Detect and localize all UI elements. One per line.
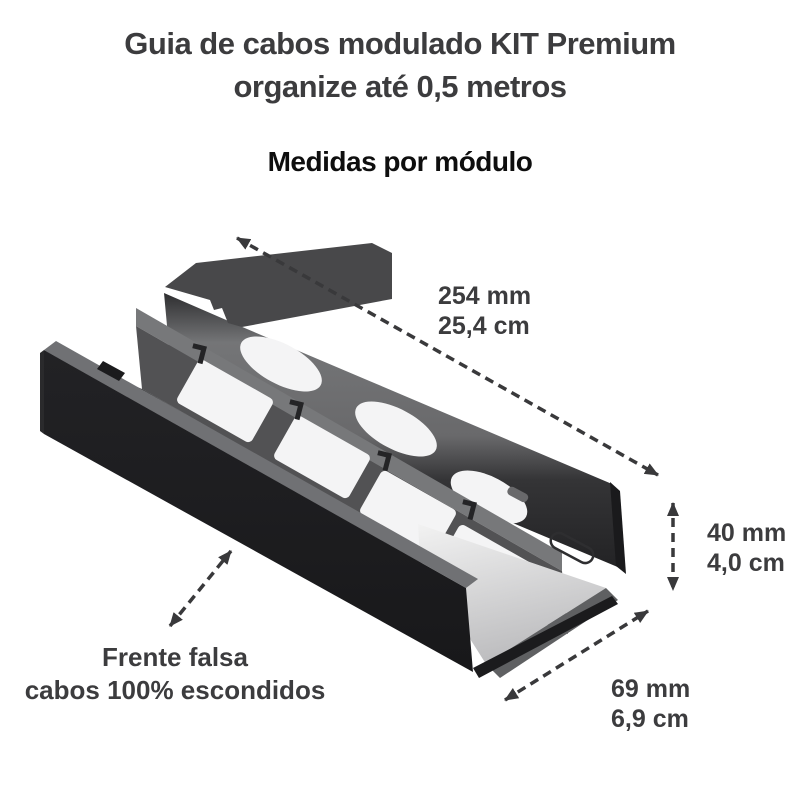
callout-arrow — [170, 551, 231, 626]
length-dimension-label — [438, 281, 531, 341]
callout-line-2: cabos 100% escondidos — [24, 675, 326, 705]
height-mm: 40 mm — [707, 519, 787, 547]
length-cm: 25,4 cm — [438, 312, 530, 340]
height-cm: 4,0 cm — [707, 549, 785, 577]
false-front-callout — [10, 641, 340, 707]
depth-mm: 69 mm — [611, 675, 691, 703]
section-subtitle: Medidas por módulo — [267, 146, 533, 177]
front-left-edge — [40, 350, 44, 434]
cable-tray — [40, 243, 626, 678]
height-dimension-label — [707, 518, 786, 578]
length-mm: 254 mm — [438, 282, 532, 310]
depth-cm: 6,9 cm — [611, 705, 689, 733]
callout-line-1: Frente falsa — [102, 642, 248, 672]
title-line-1: Guia de cabos modulado KIT Premium — [124, 26, 676, 61]
depth-dimension-label — [611, 674, 690, 734]
page-title — [0, 22, 800, 108]
title-line-2: organize até 0,5 metros — [233, 69, 567, 104]
